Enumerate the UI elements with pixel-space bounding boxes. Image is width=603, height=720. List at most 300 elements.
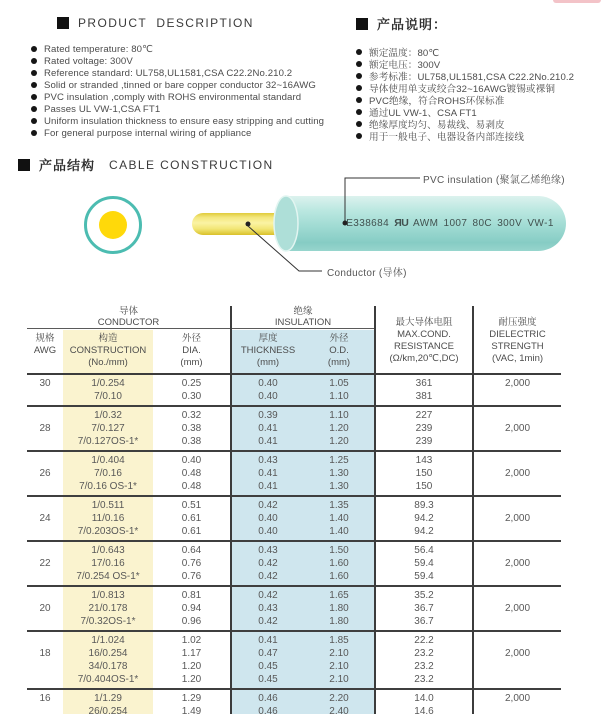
table-cell	[27, 544, 63, 583]
table-cell-line	[474, 454, 561, 467]
bullet-item	[31, 103, 377, 115]
bullet-item	[31, 115, 377, 127]
cable-print-text	[340, 217, 560, 229]
bullet-item	[31, 127, 377, 139]
table-cell	[63, 544, 153, 583]
table-cell	[27, 377, 63, 403]
col-header-dia: 外径 DIA. (mm)	[180, 333, 203, 368]
table-cell-line: 1.60	[329, 571, 349, 582]
table-cell-line	[474, 570, 561, 583]
product-description-section	[44, 16, 377, 139]
table-cell	[27, 499, 63, 538]
table-cell	[63, 634, 153, 686]
table-cell-line: 0.42	[258, 571, 278, 582]
col-header-thickness: 厚度 THICKNESS (mm)	[240, 333, 296, 368]
bullet-text: Uniform insulation thickness to ensure easy stripping and cutting	[44, 115, 325, 127]
table-cell	[376, 692, 472, 718]
table-cell	[153, 409, 230, 448]
table-cell-line: 0.41	[258, 468, 278, 479]
bullet-icon	[31, 82, 37, 88]
table-cell-line: 59.4	[414, 571, 434, 582]
table-cell-line: 23.2	[414, 661, 434, 672]
table-cell-line	[27, 525, 63, 538]
table-cell-line: 1.50	[329, 545, 349, 556]
table-cell	[153, 499, 230, 538]
table-cell-line: 2,000	[504, 378, 531, 389]
group-header-insulation: 绝缘 INSULATION	[232, 306, 374, 329]
table-cell-line: 0.47	[258, 648, 278, 659]
table-cell-line: 239	[415, 423, 433, 434]
bullet-text: 导体使用单支或绞合32~16AWG镀锡或裸铜	[369, 84, 556, 95]
table-cell-line: 16/0.254	[88, 648, 128, 659]
table-cell-line: 0.43	[258, 603, 278, 614]
table-cell-line: 1.60	[329, 558, 349, 569]
bullet-icon	[31, 46, 37, 52]
table-cell-line: 22.2	[414, 635, 434, 646]
bullet-icon	[31, 118, 37, 124]
product-notes-section	[356, 14, 601, 142]
table-cell-line: 1/1.024	[91, 635, 125, 646]
table-cell-line: 0.45	[258, 661, 278, 672]
table-cell-line: 26/0.254	[88, 706, 128, 717]
table-cell-line: 2,000	[504, 603, 531, 614]
table-cell-line: 1.05	[329, 378, 349, 389]
table-cell	[232, 634, 304, 686]
table-cell-line: 2,000	[504, 648, 531, 659]
table-cell-line: 1.20	[181, 661, 202, 672]
table-cell	[153, 377, 230, 403]
table-cell	[232, 454, 304, 493]
table-cell	[376, 634, 472, 686]
col-header-awg: 规格 AWG	[33, 333, 57, 356]
section-square-icon	[356, 18, 368, 30]
table-cell	[474, 589, 561, 628]
bullet-item	[356, 130, 601, 142]
bullet-icon	[31, 94, 37, 100]
table-cell-line: 0.25	[181, 378, 202, 389]
cable-insulation-cap	[274, 196, 298, 251]
table-cell-line: 2,000	[504, 423, 531, 434]
table-cell-line: 2,000	[504, 693, 531, 704]
table-cell	[27, 409, 63, 448]
table-cell-line: 7/0.203OS-1*	[77, 526, 139, 537]
bullet-text: Passes UL VW-1,CSA FT1	[44, 103, 161, 115]
table-cell-line: 1.20	[329, 436, 349, 447]
bullet-text: PVC绝缘，符合ROHS环保标准	[369, 96, 505, 107]
table-cell-line: 0.38	[181, 436, 202, 447]
table-cell-line: 7/0.127	[91, 423, 125, 434]
table-cell-line: 20	[39, 603, 51, 614]
table-cell-line	[27, 570, 63, 583]
table-row-group	[27, 405, 561, 450]
table-cell-line: 0.39	[258, 410, 278, 421]
table-cell-line: 30	[39, 378, 51, 389]
bullet-text: 用于一般电子、电器设备内部连接线	[369, 132, 525, 143]
table-vertical-line	[472, 306, 474, 714]
col-header-dielectric: 耐压强度 DIELECTRIC STRENGTH (VAC, 1min)	[489, 317, 546, 364]
table-cell-line: 2.20	[329, 693, 349, 704]
table-cell-line: 0.40	[258, 526, 278, 537]
bullet-item	[31, 91, 377, 103]
table-cell-line	[474, 634, 561, 647]
table-row-group	[27, 450, 561, 495]
table-cell-line: 18	[39, 648, 51, 659]
table-cell-line: 1.35	[329, 500, 349, 511]
table-cell-line: 1.29	[181, 693, 202, 704]
table-cell-line	[27, 409, 63, 422]
table-cell-line: 0.42	[258, 590, 278, 601]
table-cell-line: 0.48	[181, 468, 202, 479]
table-cell-line: 56.4	[414, 545, 434, 556]
table-body	[27, 375, 561, 720]
table-cell-line: 0.42	[258, 558, 278, 569]
table-row-group	[27, 375, 561, 405]
table-cell-line	[27, 499, 63, 512]
table-cell-line: 0.61	[181, 513, 202, 524]
table-cell-line: 1/0.254	[91, 378, 125, 389]
table-cell-line	[27, 673, 63, 686]
table-cell-line	[474, 525, 561, 538]
table-cell-line: 1/0.643	[91, 545, 125, 556]
table-cell	[304, 409, 374, 448]
table-cell-line: 1.80	[329, 616, 349, 627]
product-notes-header	[356, 14, 601, 33]
table-cell	[304, 634, 374, 686]
col-header-od: 外径 O.D. (mm)	[327, 333, 351, 368]
table-cell	[474, 377, 561, 403]
cross-section-conductor	[99, 211, 127, 239]
table-cell	[63, 499, 153, 538]
table-cell-line: 1/1.29	[94, 693, 122, 704]
table-cell	[474, 409, 561, 448]
table-cell-line: 1.40	[329, 513, 349, 524]
table-cell	[376, 377, 472, 403]
table-cell-line: 0.48	[181, 481, 202, 492]
table-cell-line: 26	[39, 468, 51, 479]
table-cell-line: 1.49	[181, 706, 202, 717]
table-cell	[63, 377, 153, 403]
table-cell	[27, 692, 63, 718]
table-cell-line: 2,000	[504, 513, 531, 524]
table-cell-line: 0.32	[181, 410, 202, 421]
table-cell-line: 1.10	[329, 410, 349, 421]
table-cell-line: 2.40	[329, 706, 349, 717]
table-cell-line: 0.30	[181, 391, 202, 402]
table-cell-line: 24	[39, 513, 51, 524]
col-header-construction: 构造 CONSTRUCTION (No./mm)	[69, 333, 147, 368]
table-cell	[474, 692, 561, 718]
table-cell-line: 0.61	[181, 526, 202, 537]
bullet-item	[31, 67, 377, 79]
table-cell	[153, 589, 230, 628]
table-cell-line	[27, 454, 63, 467]
bullet-icon	[356, 85, 362, 91]
table-cell-line	[474, 409, 561, 422]
bullet-icon	[356, 49, 362, 55]
group-header-conductor: 导体 CONDUCTOR	[27, 306, 230, 329]
table-cell-line: 22	[39, 558, 51, 569]
table-cell-line: 0.41	[258, 423, 278, 434]
table-cell-line	[27, 480, 63, 493]
table-cell-line: 0.43	[258, 545, 278, 556]
table-row-group	[27, 688, 561, 720]
table-cell-line: 2.10	[329, 661, 349, 672]
table-cell-line: 7/0.254 OS-1*	[76, 571, 140, 582]
table-cell	[63, 589, 153, 628]
table-cell-line: 1.10	[329, 391, 349, 402]
table-cell-line: 1.40	[329, 526, 349, 537]
bullet-icon	[31, 106, 37, 112]
bullet-text: Rated temperature: 80℃	[44, 43, 153, 55]
table-cell-line: 0.42	[258, 500, 278, 511]
table-cell	[304, 499, 374, 538]
bullet-icon	[356, 73, 362, 79]
bullet-icon	[356, 97, 362, 103]
table-cell-line: 7/0.404OS-1*	[77, 674, 139, 685]
table-cell	[63, 409, 153, 448]
table-cell-line: 0.42	[258, 616, 278, 627]
table-cell-line: 0.81	[181, 590, 202, 601]
table-cell-line	[474, 705, 561, 718]
table-cell-line: 7/0.16 OS-1*	[79, 481, 137, 492]
table-cell-line: 14.0	[414, 693, 434, 704]
table-cell	[232, 589, 304, 628]
table-cell	[304, 692, 374, 718]
table-cell-line: 0.64	[181, 545, 202, 556]
table-cell	[304, 454, 374, 493]
spec-table	[27, 306, 561, 717]
insulation-label: PVC insulation (聚氯乙烯绝缘)	[423, 175, 565, 186]
table-cell-line	[474, 480, 561, 493]
product-description-list	[31, 43, 377, 139]
bullet-icon	[31, 130, 37, 136]
table-cell	[474, 499, 561, 538]
conductor-label: Conductor (导体)	[327, 268, 407, 279]
table-cell-line: 0.51	[181, 500, 202, 511]
table-row-group	[27, 585, 561, 630]
bullet-item	[31, 79, 377, 91]
table-cell-line	[474, 589, 561, 602]
table-cell-line: 239	[415, 436, 433, 447]
table-cell-line: 0.40	[258, 513, 278, 524]
table-cell-line	[27, 544, 63, 557]
bullet-text: For general purpose internal wiring of appliance	[44, 127, 252, 139]
table-cell-line: 36.7	[414, 603, 434, 614]
conductor-leader-dot	[246, 222, 251, 227]
table-cell-line	[27, 634, 63, 647]
table-cell-line: 0.38	[181, 423, 202, 434]
table-cell	[27, 634, 63, 686]
bullet-icon	[31, 70, 37, 76]
table-cell-line: 0.43	[258, 455, 278, 466]
bullet-item	[31, 55, 377, 67]
table-cell-line	[474, 660, 561, 673]
table-cell-line: 2,000	[504, 558, 531, 569]
table-cell	[304, 589, 374, 628]
table-cell-line: 0.40	[258, 391, 278, 402]
table-cell-line: 1/0.404	[91, 455, 125, 466]
table-cell-line: 2.10	[329, 648, 349, 659]
table-cell-line: 2,000	[504, 468, 531, 479]
table-cell	[304, 544, 374, 583]
cable-construction-title-en: CABLE CONSTRUCTION	[109, 157, 274, 172]
table-cell-line: 0.41	[258, 436, 278, 447]
table-cell-line: 17/0.16	[91, 558, 125, 569]
table-cell-line: 381	[415, 391, 433, 402]
table-cell	[153, 692, 230, 718]
table-cell	[376, 409, 472, 448]
table-cell-line: 1.30	[329, 481, 349, 492]
table-cell-line	[474, 435, 561, 448]
bullet-text: Reference standard: UL758,UL1581,CSA C22.2No.210.2	[44, 67, 293, 79]
table-cell-line: 89.3	[414, 500, 434, 511]
table-cell	[376, 499, 472, 538]
ul-recognized-mark-icon: ЯU	[394, 217, 409, 229]
table-cell-line	[27, 589, 63, 602]
table-cell-line: 1/0.813	[91, 590, 125, 601]
table-cell-line: 143	[415, 455, 433, 466]
table-cell-line: 0.46	[258, 706, 278, 717]
table-cell-line: 1/0.511	[91, 500, 125, 511]
table-cell-line: 21/0.178	[88, 603, 128, 614]
table-cell	[474, 634, 561, 686]
table-cell-line: 1.65	[329, 590, 349, 601]
section-square-icon	[57, 17, 69, 29]
bullet-text: 通过UL VW-1、CSA FT1	[369, 108, 477, 119]
table-cell	[232, 544, 304, 583]
table-cell	[153, 634, 230, 686]
table-header	[27, 306, 561, 375]
table-cell	[153, 544, 230, 583]
table-cell-line: 94.2	[414, 526, 434, 537]
table-cell-line: 59.4	[414, 558, 434, 569]
table-cell-line: 11/0.16	[91, 513, 125, 524]
bullet-text: 参考标准：UL758,UL1581,CSA C22.2No.210.2	[369, 72, 575, 83]
table-cell	[376, 454, 472, 493]
bullet-icon	[356, 61, 362, 67]
table-cell-line: 35.2	[414, 590, 434, 601]
table-cell-line: 0.40	[181, 455, 202, 466]
table-row-group	[27, 540, 561, 585]
table-cell-line: 361	[415, 378, 433, 389]
bullet-text: 额定温度：80℃	[369, 48, 440, 59]
table-cell-line: 34/0.178	[88, 661, 128, 672]
table-cell	[153, 454, 230, 493]
bullet-text: 额定电压：300V	[369, 60, 441, 71]
table-vertical-line	[230, 306, 232, 714]
bullet-text: Solid or stranded ,tinned or bare copper conductor 32~16AWG	[44, 79, 316, 91]
table-cell-line: 150	[415, 468, 433, 479]
table-cell-line	[474, 544, 561, 557]
table-cell-line: 23.2	[414, 674, 434, 685]
product-description-title: PRODUCT DESCRIPTION	[78, 16, 254, 30]
table-cell-line: 7/0.10	[94, 391, 122, 402]
table-cell-line: 1.30	[329, 468, 349, 479]
table-cell-line: 16	[39, 693, 51, 704]
table-cell-line: 36.7	[414, 616, 434, 627]
table-cell-line	[27, 660, 63, 673]
table-cell-line: 1.85	[329, 635, 349, 646]
table-cell-line: 1.80	[329, 603, 349, 614]
table-cell-line: 227	[415, 410, 433, 421]
table-cell-line: 150	[415, 481, 433, 492]
table-cell-line: 0.76	[181, 558, 202, 569]
table-cell-line	[27, 615, 63, 628]
table-cell-line	[474, 673, 561, 686]
table-cell-line	[27, 435, 63, 448]
table-cell	[27, 589, 63, 628]
partial-logo	[553, 0, 601, 3]
product-notes-title: 产品说明：	[377, 17, 448, 32]
table-cell-line	[474, 390, 561, 403]
table-cell-line	[27, 390, 63, 403]
table-cell-line: 14.6	[414, 706, 434, 717]
table-cell	[232, 409, 304, 448]
table-cell-line: 7/0.127OS-1*	[77, 436, 139, 447]
bullet-icon	[356, 133, 362, 139]
bullet-text: PVC insulation ,comply with ROHS environmental standard	[44, 91, 302, 103]
table-cell-line: 7/0.16	[94, 468, 122, 479]
table-vertical-line	[374, 306, 376, 714]
bullet-text: 绝缘厚度均匀、易裁线、易剥皮	[369, 120, 505, 131]
table-cell-line: 94.2	[414, 513, 434, 524]
table-cell	[63, 454, 153, 493]
bullet-icon	[356, 109, 362, 115]
table-cell	[376, 544, 472, 583]
cable-spec-text: AWM 1007 80C 300V VW-1	[413, 218, 554, 229]
table-cell-line: 1.17	[181, 648, 202, 659]
table-cell	[63, 692, 153, 718]
table-cell	[27, 454, 63, 493]
table-cell-line: 0.96	[181, 616, 202, 627]
table-cell-line: 7/0.32OS-1*	[80, 616, 136, 627]
table-cell-line: 0.45	[258, 674, 278, 685]
bullet-icon	[356, 121, 362, 127]
table-cell	[474, 454, 561, 493]
table-cell-line: 1/0.32	[94, 410, 122, 421]
table-row-group	[27, 495, 561, 540]
table-cell-line: 0.76	[181, 571, 202, 582]
table-cell-line: 23.2	[414, 648, 434, 659]
table-cell-line: 0.46	[258, 693, 278, 704]
col-header-resistance: 最大导体电阻 MAX.COND. RESISTANCE (Ω/km,20℃,DC)	[389, 317, 459, 364]
table-cell-line	[27, 705, 63, 718]
table-cell-line	[474, 499, 561, 512]
table-cell	[232, 692, 304, 718]
table-cell-line: 0.41	[258, 481, 278, 492]
bullet-icon	[31, 58, 37, 64]
table-cell-line: 0.94	[181, 603, 202, 614]
table-cell-line: 1.02	[181, 635, 202, 646]
table-cell-line: 2.10	[329, 674, 349, 685]
table-cell	[376, 589, 472, 628]
product-notes-list	[356, 46, 601, 142]
table-cell	[232, 499, 304, 538]
cable-cert-number: E338684	[346, 218, 390, 229]
table-cell-line: 0.41	[258, 635, 278, 646]
cable-construction-title-cn: 产品结构	[39, 158, 96, 173]
table-cell-line: 1.20	[329, 423, 349, 434]
bullet-text: Rated voltage: 300V	[44, 55, 133, 67]
table-cell	[232, 377, 304, 403]
table-cell-line: 1.20	[181, 674, 202, 685]
table-row-group	[27, 630, 561, 688]
table-cell	[304, 377, 374, 403]
table-cell-line: 28	[39, 423, 51, 434]
bullet-item	[31, 43, 377, 55]
table-cell	[474, 544, 561, 583]
table-cell-line	[474, 615, 561, 628]
